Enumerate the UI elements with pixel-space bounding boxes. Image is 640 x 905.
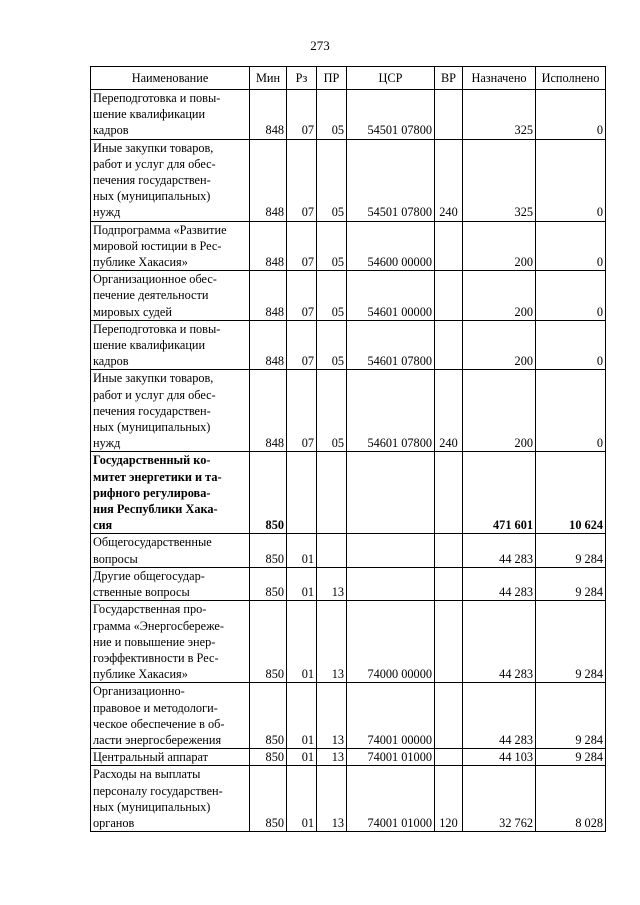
row-pr-cell: 13 [317,749,347,766]
table-row [91,567,606,600]
table-row [91,221,606,271]
table-row [91,139,606,221]
row-assigned-cell: 44 283 [463,567,536,600]
row-executed-cell: 0 [536,221,606,271]
row-pr-cell: 05 [317,370,347,452]
row-csr-cell: 54501 07800 [347,90,435,140]
row-vr-cell [435,534,463,567]
row-assigned-cell: 200 [463,370,536,452]
row-vr-cell [435,683,463,749]
row-executed-cell: 9 284 [536,601,606,683]
row-assigned-cell: 32 762 [463,766,536,832]
header-pr: ПР [317,67,347,90]
row-assigned-cell: 44 283 [463,534,536,567]
row-vr-cell [435,567,463,600]
row-name-cell: Общегосударственные вопросы [91,534,250,567]
row-name-cell: Центральный аппарат [91,749,250,766]
row-rz-cell: 07 [287,90,317,140]
table-header-row [91,67,606,90]
row-csr-cell: 74000 00000 [347,601,435,683]
row-pr-cell: 05 [317,221,347,271]
row-rz-cell: 01 [287,534,317,567]
row-rz-cell: 07 [287,370,317,452]
row-csr-cell [347,452,435,534]
row-name-cell: Государственная про- грамма «Энергосбереже- ние и повышение энер- гоэффективности в Рес- публике Хакасия» [91,601,250,683]
row-vr-cell [435,271,463,321]
header-vr: ВР [435,67,463,90]
row-name-cell: Организационно- правовое и методологи- ческое обеспечение в об- ласти энергосбережения [91,683,250,749]
row-pr-cell: 13 [317,766,347,832]
row-min-cell: 848 [250,320,287,370]
row-vr-cell [435,749,463,766]
row-rz-cell [287,452,317,534]
row-executed-cell: 9 284 [536,683,606,749]
row-name-cell: Переподготовка и повы- шение квалификации кадров [91,320,250,370]
row-csr-cell: 54600 00000 [347,221,435,271]
row-min-cell: 850 [250,749,287,766]
row-assigned-cell: 44 103 [463,749,536,766]
row-csr-cell: 54601 00000 [347,271,435,321]
row-name-cell: Переподготовка и повы- шение квалификации кадров [91,90,250,140]
row-pr-cell: 13 [317,567,347,600]
table-row [91,370,606,452]
row-pr-cell: 05 [317,320,347,370]
row-csr-cell: 74001 01000 [347,766,435,832]
row-pr-cell [317,452,347,534]
header-rz: Рз [287,67,317,90]
row-pr-cell: 13 [317,683,347,749]
row-min-cell: 848 [250,221,287,271]
table-row [91,271,606,321]
row-pr-cell: 05 [317,271,347,321]
row-csr-cell: 54601 07800 [347,320,435,370]
row-csr-cell: 74001 00000 [347,683,435,749]
row-vr-cell [435,452,463,534]
table-row [91,320,606,370]
row-executed-cell: 0 [536,320,606,370]
row-rz-cell: 01 [287,567,317,600]
table-row [91,683,606,749]
row-min-cell: 850 [250,683,287,749]
table-row [91,766,606,832]
row-rz-cell: 01 [287,749,317,766]
row-assigned-cell: 44 283 [463,683,536,749]
row-name-cell: Иные закупки товаров, работ и услуг для обес- печения государствен- ных (муниципальных) нужд [91,139,250,221]
row-assigned-cell: 200 [463,271,536,321]
header-executed: Исполнено [536,67,606,90]
row-pr-cell: 05 [317,139,347,221]
page-number: 273 [310,38,330,53]
row-rz-cell: 07 [287,139,317,221]
row-min-cell: 850 [250,534,287,567]
row-csr-cell [347,534,435,567]
row-executed-cell: 0 [536,370,606,452]
table-row [91,90,606,140]
row-min-cell: 850 [250,567,287,600]
row-executed-cell: 0 [536,90,606,140]
row-vr-cell [435,601,463,683]
row-csr-cell [347,567,435,600]
row-rz-cell: 01 [287,766,317,832]
header-name: Наименование [91,67,250,90]
row-pr-cell: 13 [317,601,347,683]
header-min: Мин [250,67,287,90]
row-min-cell: 850 [250,766,287,832]
row-assigned-cell: 44 283 [463,601,536,683]
row-csr-cell: 54601 07800 [347,370,435,452]
row-assigned-cell: 471 601 [463,452,536,534]
budget-table [90,66,606,832]
row-vr-cell [435,221,463,271]
row-name-cell: Другие общегосудар- ственные вопросы [91,567,250,600]
row-executed-cell: 9 284 [536,567,606,600]
row-name-cell: Иные закупки товаров, работ и услуг для обес- печения государствен- ных (муниципальных) нужд [91,370,250,452]
row-min-cell: 848 [250,271,287,321]
table-row [91,749,606,766]
table-row [91,601,606,683]
row-vr-cell: 240 [435,370,463,452]
row-rz-cell: 01 [287,601,317,683]
row-assigned-cell: 325 [463,139,536,221]
row-pr-cell [317,534,347,567]
row-assigned-cell: 325 [463,90,536,140]
row-name-cell: Расходы на выплаты персоналу государствен- ных (муниципальных) органов [91,766,250,832]
table-row [91,534,606,567]
row-name-cell: Организационное обес- печение деятельности мировых судей [91,271,250,321]
row-executed-cell: 0 [536,139,606,221]
row-vr-cell: 120 [435,766,463,832]
row-rz-cell: 07 [287,271,317,321]
header-csr: ЦСР [347,67,435,90]
row-csr-cell: 54501 07800 [347,139,435,221]
row-rz-cell: 07 [287,320,317,370]
row-vr-cell: 240 [435,139,463,221]
row-min-cell: 848 [250,90,287,140]
row-name-cell: Подпрограмма «Развитие мировой юстиции в Рес- публике Хакасия» [91,221,250,271]
row-assigned-cell: 200 [463,320,536,370]
row-executed-cell: 0 [536,271,606,321]
header-assigned: Назначено [463,67,536,90]
table-row [91,452,606,534]
row-executed-cell: 9 284 [536,534,606,567]
row-rz-cell: 07 [287,221,317,271]
row-executed-cell: 10 624 [536,452,606,534]
row-min-cell: 850 [250,601,287,683]
row-min-cell: 850 [250,452,287,534]
row-pr-cell: 05 [317,90,347,140]
row-executed-cell: 9 284 [536,749,606,766]
row-name-cell: Государственный ко- митет энергетики и та- рифного регулирова- ния Республики Хака- сия [91,452,250,534]
row-vr-cell [435,90,463,140]
row-min-cell: 848 [250,370,287,452]
row-csr-cell: 74001 01000 [347,749,435,766]
row-rz-cell: 01 [287,683,317,749]
row-assigned-cell: 200 [463,221,536,271]
row-executed-cell: 8 028 [536,766,606,832]
row-vr-cell [435,320,463,370]
row-min-cell: 848 [250,139,287,221]
